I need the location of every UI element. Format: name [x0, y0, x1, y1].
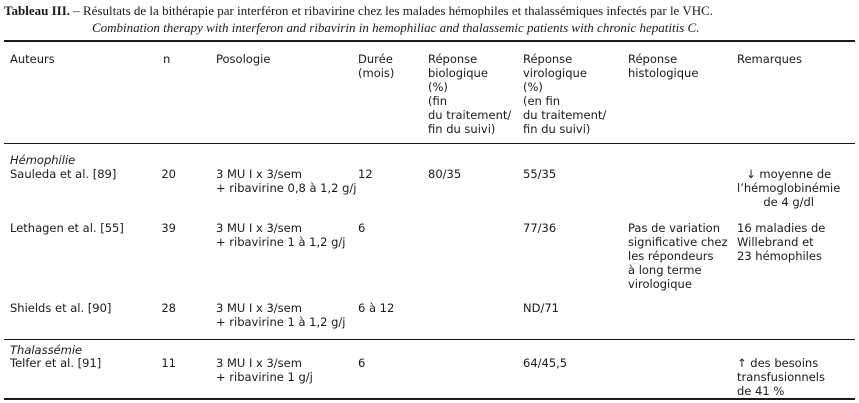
- header-auteurs: Auteurs: [10, 52, 55, 66]
- caption-title-line: [4, 2, 856, 19]
- row-0-reponse-virologique: 55/35: [523, 167, 557, 181]
- header-reponse-histologique: Réponse histologique: [628, 52, 699, 80]
- row-1-reponse-histologique: Pas de variation significative chez les répondeurs à long terme virologique: [628, 221, 728, 291]
- header-bottom-rule: [4, 143, 855, 144]
- header-duree: Durée (mois): [358, 52, 395, 80]
- header-posologie: Posologie: [216, 52, 271, 66]
- header-n: n: [163, 52, 171, 66]
- row-3-reponse-virologique: 64/45,5: [523, 356, 568, 370]
- row-0-n: 20: [161, 167, 176, 181]
- table-bottom-rule: [4, 398, 855, 400]
- row-3-posologie: 3 MU I x 3/sem + ribavirine 1 g/j: [216, 356, 313, 384]
- row-0-remarques: ↓ moyenne de l’hémoglobinémie de 4 g/dl: [737, 167, 841, 209]
- group-label-hemophilie: Hémophilie: [10, 153, 76, 167]
- row-1-duree: 6: [358, 221, 366, 235]
- caption-subtitle: Combination therapy with interferon and ribavirin in hemophiliac and thalassemic patients with chronic hepatitis C.: [92, 20, 700, 35]
- row-2-posologie: 3 MU I x 3/sem + ribavirine 1 à 1,2 g/j: [216, 301, 346, 329]
- row-3-n: 11: [161, 356, 176, 370]
- group-separator-rule: [4, 339, 855, 340]
- row-3-duree: 6: [358, 356, 366, 370]
- row-2-duree: 6 à 12: [358, 301, 395, 315]
- row-0-reponse-biologique: 80/35: [428, 167, 462, 181]
- header-reponse-biologique: Réponse biologique (%) (fin du traitement/ fin du suivi): [428, 52, 512, 136]
- row-1-reponse-virologique: 77/36: [523, 221, 557, 235]
- row-0-posologie: 3 MU I x 3/sem + ribavirine 0,8 à 1,2 g/j: [216, 167, 357, 195]
- row-3-remarques: ↑ des besoins transfusionnels de 41 %: [737, 356, 825, 398]
- row-2-reponse-virologique: ND/71: [523, 301, 559, 315]
- row-1-posologie: 3 MU I x 3/sem + ribavirine 1 à 1,2 g/j: [216, 221, 346, 249]
- table-caption: [4, 2, 856, 36]
- caption-title: – Résultats de la bithérapie par interféron et ribavirine chez les malades hémophiles et thalassémiques infectés par le VHC.: [70, 3, 714, 18]
- row-1-n: 39: [161, 221, 176, 235]
- row-0-duree: 12: [358, 167, 373, 181]
- group-label-thalassemie: Thalassémie: [10, 343, 83, 357]
- row-0-auteurs: Sauleda et al. [89]: [10, 167, 117, 181]
- row-1-auteurs: Lethagen et al. [55]: [10, 221, 124, 235]
- header-reponse-virologique: Réponse virologique (%) (en fin du traitement/ fin du suivi): [523, 52, 607, 136]
- caption-label: Tableau III.: [4, 3, 70, 18]
- row-2-auteurs: Shields et al. [90]: [10, 301, 112, 315]
- row-1-remarques: 16 maladies de Willebrand et 23 hémophiles: [737, 221, 826, 263]
- table-top-rule: [4, 40, 855, 42]
- row-3-auteurs: Telfer et al. [91]: [10, 356, 102, 370]
- row-2-n: 28: [161, 301, 176, 315]
- header-remarques: Remarques: [737, 52, 802, 66]
